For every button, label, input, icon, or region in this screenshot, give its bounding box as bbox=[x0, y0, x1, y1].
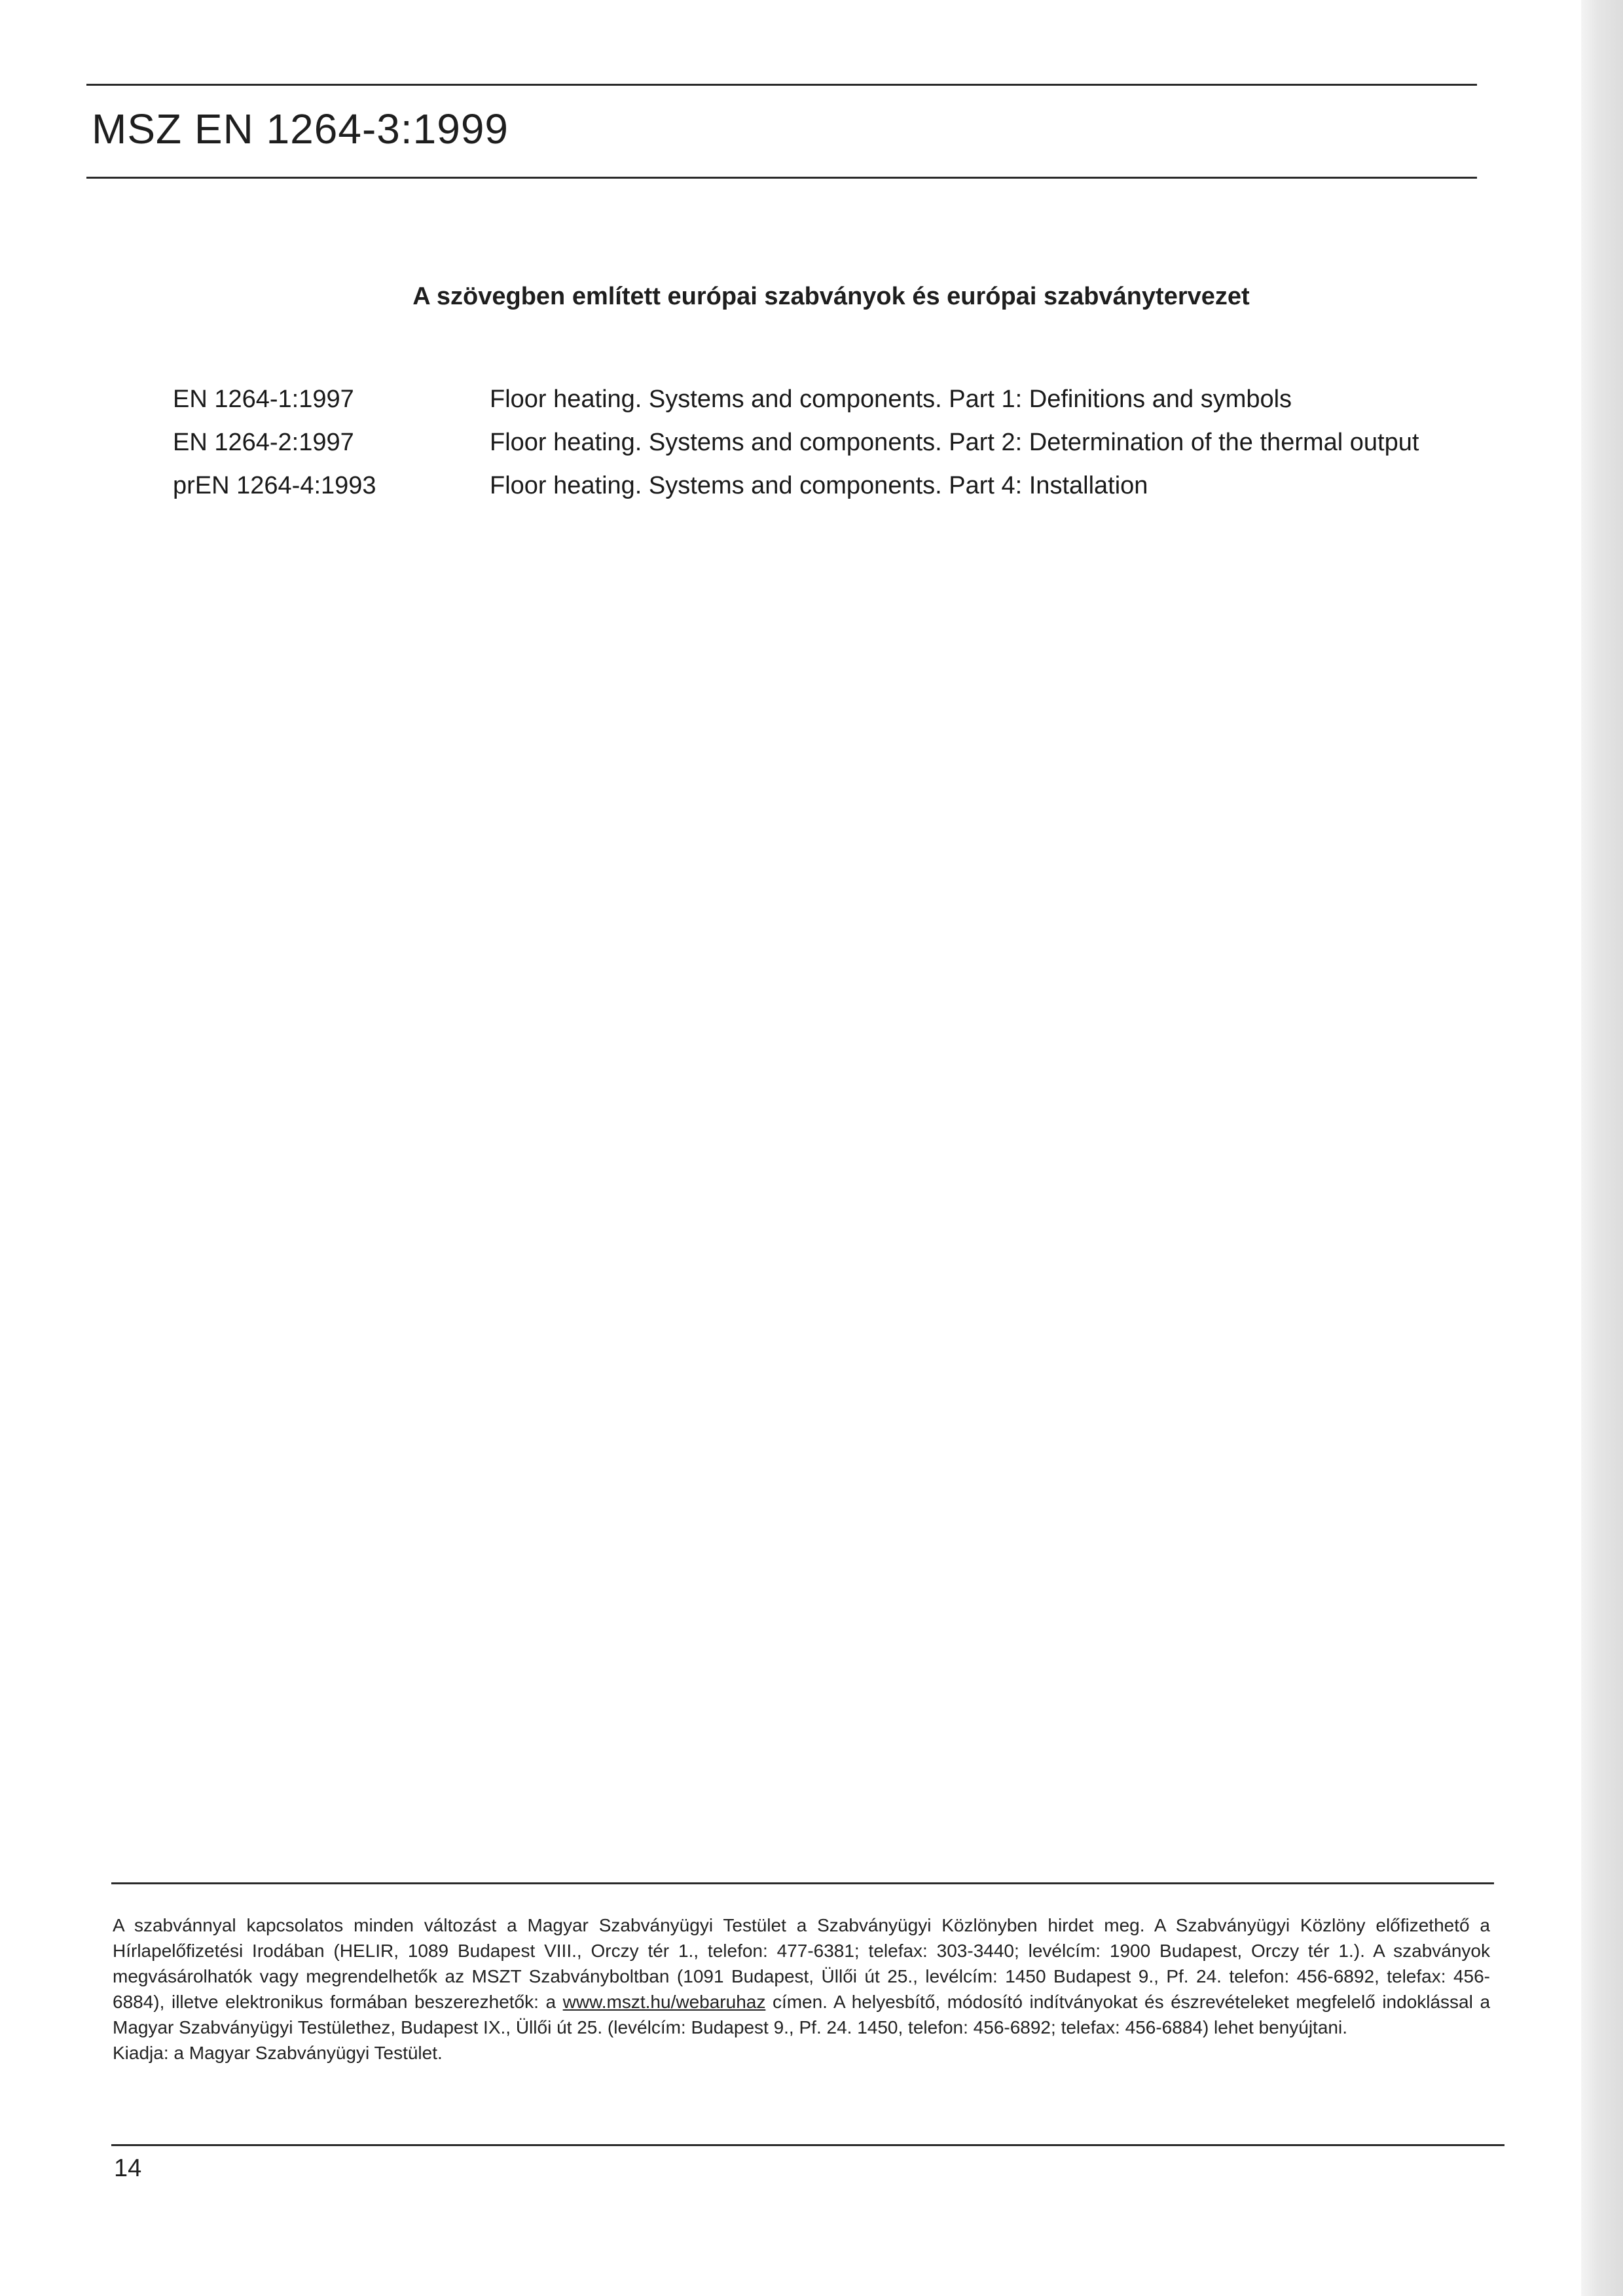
standard-code: EN 1264-1:1997 bbox=[173, 386, 354, 413]
header-top-rule bbox=[86, 84, 1477, 86]
footer-text-part2: címen. A helyesbítő, módosító indítványokat és észrevételeket megfelelő indoklással a Magyar Szabványügyi Testülethez, Budapest IX., Üllői út 25. (levélcím: Budapest 9., Pf. 24. 1450, telefon: 456-6892; telefax: 456-6884) lehet benyújtani. bbox=[113, 1992, 1491, 2037]
section-heading: A szövegben említett európai szabványok és európai szabványtervezet bbox=[412, 283, 1250, 310]
page-number: 14 bbox=[114, 2155, 142, 2182]
footer-notice bbox=[113, 1912, 1490, 2066]
standard-code: prEN 1264-4:1993 bbox=[173, 472, 376, 499]
header-bottom-rule bbox=[86, 177, 1477, 179]
publisher-line: Kiadja: a Magyar Szabványügyi Testület. bbox=[113, 2043, 443, 2063]
webshop-link[interactable]: www.mszt.hu/webaruhaz bbox=[562, 1992, 766, 2012]
standard-row bbox=[173, 467, 1489, 504]
referenced-standards-list bbox=[173, 381, 1489, 511]
scan-shadow-edge bbox=[1581, 0, 1623, 2296]
standard-row bbox=[173, 424, 1489, 461]
standard-title: Floor heating. Systems and components. Part 4: Installation bbox=[490, 472, 1148, 499]
standard-title: Floor heating. Systems and components. Part 1: Definitions and symbols bbox=[490, 386, 1292, 413]
footer-paragraph bbox=[113, 1912, 1490, 2040]
standard-row bbox=[173, 381, 1489, 418]
page-footer-rule bbox=[111, 2144, 1504, 2146]
standard-id-title: MSZ EN 1264-3:1999 bbox=[92, 105, 509, 152]
standard-title: Floor heating. Systems and components. Part 2: Determination of the thermal output bbox=[490, 429, 1419, 456]
standard-code: EN 1264-2:1997 bbox=[173, 429, 354, 456]
footer-top-rule bbox=[111, 1882, 1494, 1884]
footer-text-part1: A szabvánnyal kapcsolatos minden változást a Magyar Szabványügyi Testület a Szabványügyi Közlönyben hirdet meg. A Szabványügyi Közlöny előfizethető a Hírlapelőfizetési Irodában (HELIR, 1089 Budapest VIII., Orczy tér 1., telefon: 477-6381; telefax: 303-3440; levélcím: 1900 Budapest, Orczy tér 1.). A szabványok megvásárolhatók vagy megrendelhetők az MSZT Szabványboltban (1091 Budapest, Üllői út 25., levélcím: 1450 Budapest 9., Pf. 24. telefon: 456-6892, telefax: 456-6884), illetve elektronikus formában beszerezhetők: a bbox=[113, 1915, 1490, 2012]
